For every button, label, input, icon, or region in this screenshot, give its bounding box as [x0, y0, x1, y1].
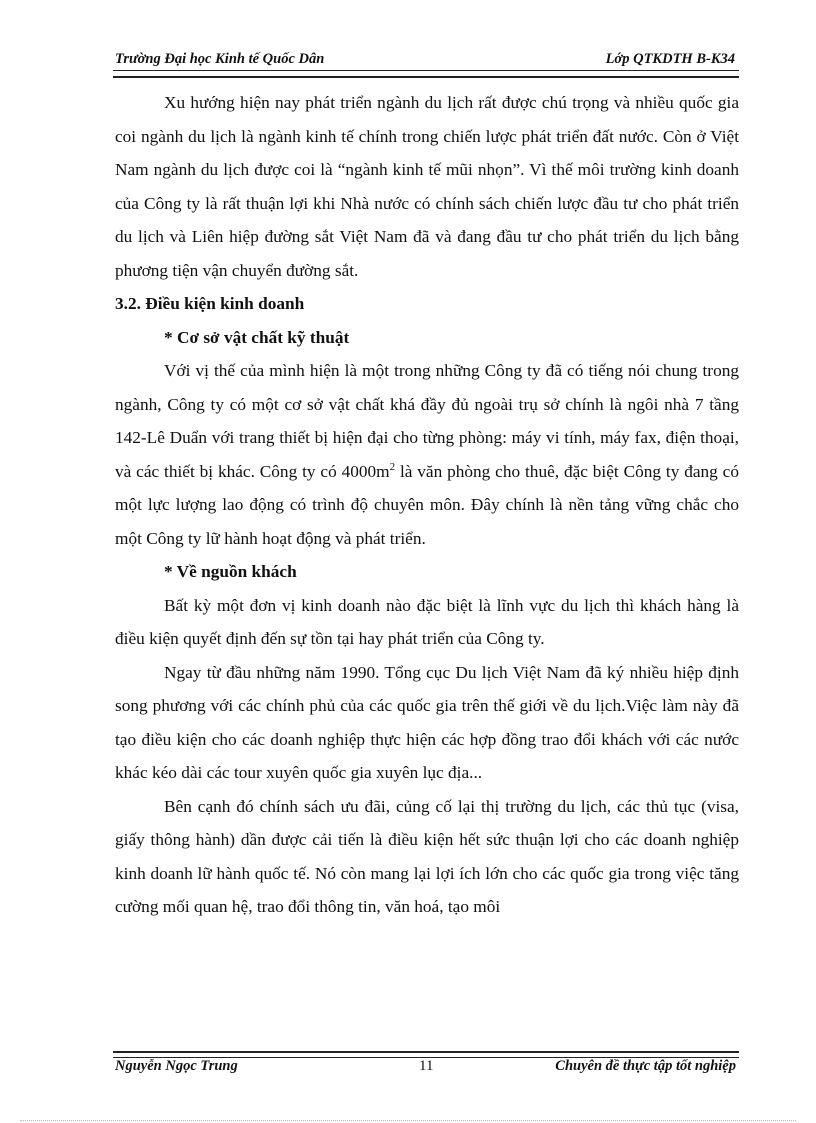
footer-divider	[113, 1051, 739, 1058]
superscript-square: 2	[389, 460, 396, 473]
header-divider	[113, 70, 739, 78]
page-edge-divider	[20, 1120, 796, 1121]
page-footer	[113, 1058, 739, 1078]
footer-author: Nguyễn Ngọc Trung	[115, 1058, 238, 1074]
header-class: Lớp QTKDTH B-K34	[605, 51, 735, 67]
paragraph-facilities-text-b: là văn phòng cho thuê, đặc biệt Công ty đang có một lực lượng lao động có trình độ chuyên môn. Đây chính là nền tảng vững chắc cho một Công ty lữ hành hoạt động và phát triển.	[115, 461, 739, 548]
footer-document-type: Chuyên đề thực tập tốt nghiệp	[555, 1058, 736, 1074]
paragraph-tourism-trend: Xu hướng hiện nay phát triển ngành du lịch rất được chú trọng và nhiều quốc gia coi ngành du lịch là ngành kinh tế chính trong chiến lược phát triển đất nước. Còn ở Việt Nam ngành du lịch được coi là “ngành kinh tế mũi nhọn”. Vì thế môi trường kinh doanh của Công ty là rất thuận lợi khi Nhà nước có chính sách chiến lược đầu tư cho phát triển du lịch và Liên hiệp đường sắt Việt Nam đã và đang đầu tư cho phát triển du lịch bằng phương tiện vận chuyển đường sắt.	[115, 93, 739, 280]
page-header	[113, 49, 739, 69]
subheading-customer-sources: * Về nguồn khách	[164, 562, 297, 581]
paragraph-facilities	[115, 354, 739, 555]
header-university: Trường Đại học Kinh tế Quốc Dân	[115, 51, 325, 67]
paragraph-policies: Bên cạnh đó chính sách ưu đãi, củng cố lại thị trường du lịch, các thủ tục (visa, giấy thông hành) dần được cải tiến là điều kiện hết sức thuận lợi cho các doanh nghiệp kinh doanh lữ hành quốc tế. Nó còn mang lại lợi ích lớn cho các quốc gia trong việc tăng cường mối quan hệ, trao đổi thông tin, văn hoá, tạo môi	[115, 796, 739, 916]
paragraph-customers: Bất kỳ một đơn vị kinh doanh nào đặc biệt là lĩnh vực du lịch thì khách hàng là điều kiện quyết định đến sự tồn tại hay phát triển của Công ty.	[115, 595, 739, 648]
paragraph-agreements: Ngay từ đầu những năm 1990. Tổng cục Du lịch Việt Nam đã ký nhiều hiệp định song phương với các chính phủ của các quốc gia trên thế giới về du lịch.Việc làm này đã tạo điều kiện cho các doanh nghiệp thực hiện các hợp đồng trao đổi khách với các nước khác kéo dài các tour xuyên quốc gia xuyên lục địa...	[115, 662, 739, 782]
section-heading-business-conditions: 3.2. Điều kiện kinh doanh	[115, 294, 305, 313]
page-body	[115, 86, 739, 924]
subheading-facilities: * Cơ sở vật chất kỹ thuật	[164, 327, 350, 347]
paragraph-facilities-text-a: Với vị thế của mình hiện là một trong những Công ty đã có tiếng nói chung trong ngành, Công ty có một cơ sở vật chất khá đầy đủ ngoài trụ sở chính là ngôi nhà 7 tầng 142-Lê Duẩn với trang thiết bị hiện đại cho từng phòng: máy vi tính, máy fax, điện thoại, và các thiết bị khác. Công ty có 4000m	[115, 361, 739, 481]
page-number: 11	[419, 1058, 434, 1074]
